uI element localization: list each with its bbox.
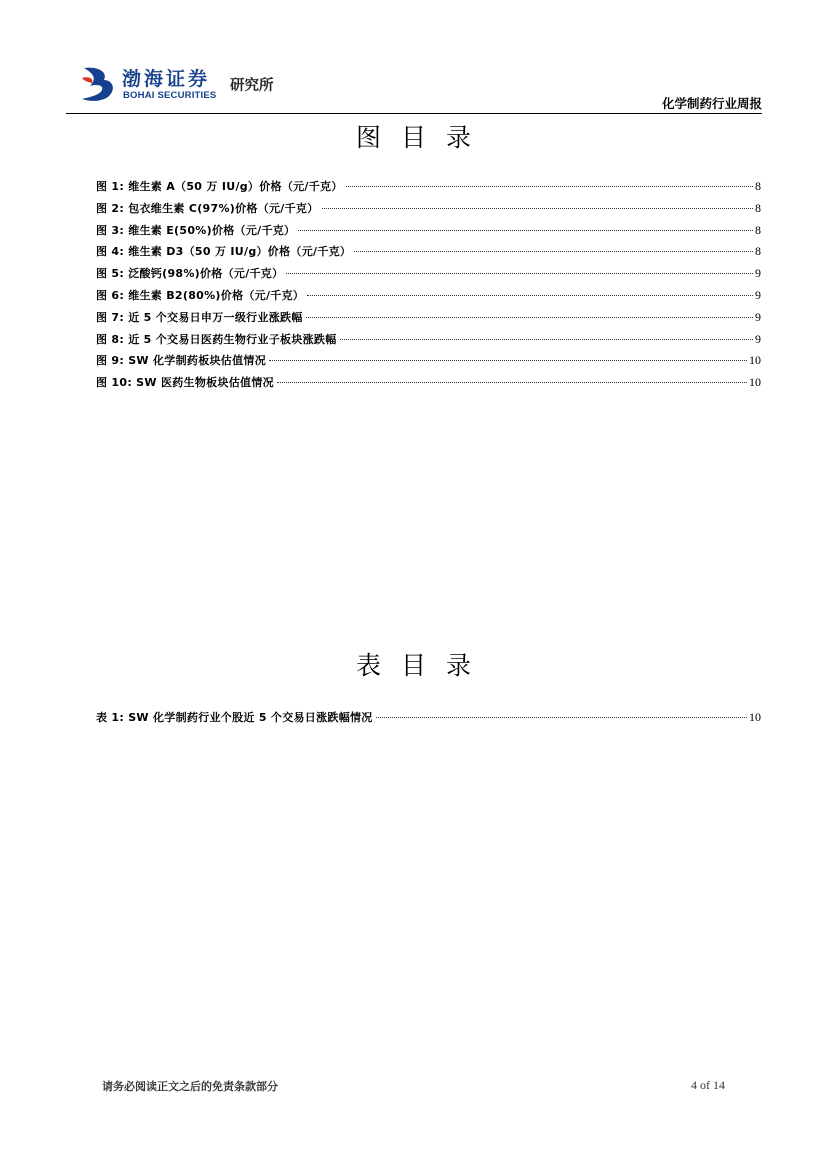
toc-leader-dots [322, 208, 753, 209]
toc-entry-label: 图 7: 近 5 个交易日申万一级行业涨跌幅 [96, 310, 303, 324]
toc-leader-dots [298, 230, 753, 231]
toc-entry-page: 9 [755, 266, 761, 281]
toc-leader-dots [269, 360, 747, 361]
brand-suffix: 研究所 [230, 78, 274, 94]
toc-leader-dots [354, 251, 753, 252]
toc-entry-label: 图 8: 近 5 个交易日医药生物行业子板块涨跌幅 [96, 332, 337, 346]
figure-toc-entry[interactable] [96, 331, 761, 353]
brand-name-en: BOHAI SECURITIES [123, 90, 217, 101]
toc-entry-page: 9 [755, 309, 761, 324]
toc-entry-label: 表 1: SW 化学制药行业个股近 5 个交易日涨跌幅情况 [96, 711, 373, 724]
toc-leader-dots [340, 339, 753, 340]
table-toc-entry[interactable] [96, 709, 761, 731]
figure-toc-entry[interactable] [96, 352, 761, 374]
toc-entry-page: 10 [749, 353, 761, 368]
figure-toc-entry[interactable] [96, 178, 761, 200]
report-type: 化学制药行业周报 [661, 96, 762, 111]
toc-leader-dots [307, 295, 753, 296]
toc-entry-label: 图 6: 维生素 B2(80%)价格（元/千克） [96, 288, 305, 302]
figure-toc-entry[interactable] [96, 200, 761, 222]
toc-entry-label: 图 3: 维生素 E(50%)价格（元/千克） [96, 223, 296, 237]
toc-entry-label: 图 1: 维生素 A（50 万 IU/g）价格（元/千克） [96, 180, 343, 193]
page-number: 4 of 14 [691, 1078, 725, 1092]
bohai-logo-icon [78, 64, 118, 104]
figure-toc-entry[interactable] [96, 243, 761, 265]
figure-toc-entry[interactable] [96, 265, 761, 287]
figures-toc-title: 图目录 [355, 123, 491, 152]
figure-toc-entry[interactable] [96, 374, 761, 396]
toc-entry-page: 9 [755, 331, 761, 346]
toc-entry-page: 10 [749, 710, 761, 724]
figure-toc-entry[interactable] [96, 287, 761, 309]
toc-leader-dots [286, 273, 753, 274]
toc-leader-dots [376, 717, 747, 718]
toc-entry-label: 图 4: 维生素 D3（50 万 IU/g）价格（元/千克） [96, 245, 352, 259]
toc-entry-page: 8 [755, 179, 761, 193]
toc-entry-page: 8 [755, 200, 761, 215]
toc-entry-page: 8 [755, 244, 761, 259]
toc-entry-label: 图 10: SW 医药生物板块估值情况 [96, 376, 274, 390]
tables-toc-title: 表目录 [355, 651, 491, 680]
header-divider [66, 113, 762, 114]
page-header [66, 58, 762, 114]
figure-toc-entry[interactable] [96, 309, 761, 331]
figures-toc-list [96, 178, 761, 396]
toc-entry-label: 图 9: SW 化学制药板块估值情况 [96, 354, 266, 368]
toc-leader-dots [277, 382, 747, 383]
toc-entry-page: 9 [755, 287, 761, 302]
figure-toc-entry[interactable] [96, 222, 761, 244]
toc-entry-page: 10 [749, 375, 761, 390]
toc-leader-dots [346, 186, 753, 187]
toc-entry-label: 图 5: 泛酸钙(98%)价格（元/千克） [96, 267, 284, 281]
toc-entry-label: 图 2: 包衣维生素 C(97%)价格（元/千克） [96, 201, 319, 215]
tables-toc-list [96, 709, 761, 731]
toc-leader-dots [306, 317, 753, 318]
brand-name-cn: 渤海证券 [122, 68, 211, 90]
disclaimer-note: 请务必阅读正文之后的免责条款部分 [102, 1080, 278, 1093]
toc-entry-page: 8 [755, 222, 761, 237]
